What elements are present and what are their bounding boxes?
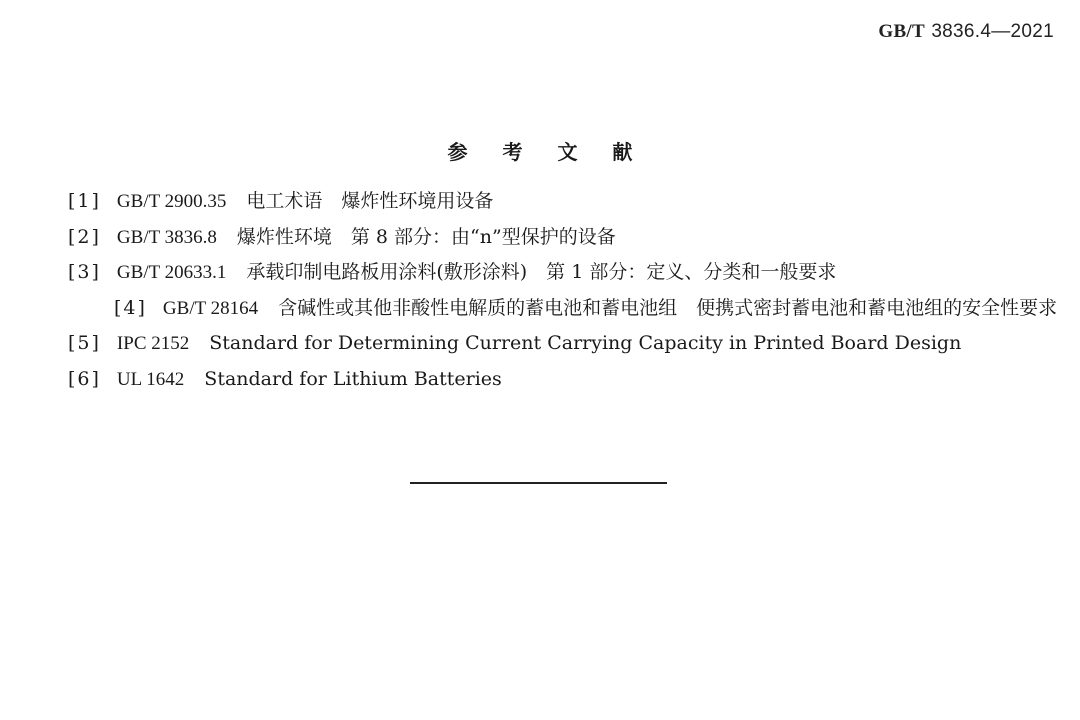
standard-number: 3836.4—2021 <box>931 21 1054 42</box>
reference-item <box>22 291 1058 327</box>
reference-title: 承载印制电路板用涂料(敷形涂料) 第 1 部分：定义、分类和一般要求 <box>246 261 837 283</box>
reference-item <box>22 220 1058 256</box>
reference-title: Standard for Lithium Batteries <box>204 367 502 390</box>
reference-index: [3] <box>68 261 101 283</box>
reference-code: UL 1642 <box>116 368 185 390</box>
reference-title: 电工术语 爆炸性环境用设备 <box>246 190 494 212</box>
reference-index: [1] <box>68 190 101 212</box>
section-title: 参 考 文 献 <box>447 140 647 164</box>
reference-item <box>22 362 1058 398</box>
standard-prefix: GB/T <box>878 21 925 42</box>
reference-title: Standard for Determining Current Carrying Capacity in Printed Board Design <box>209 332 962 354</box>
reference-item <box>22 184 1058 220</box>
reference-code: IPC 2152 <box>116 333 190 354</box>
reference-item <box>22 326 1058 362</box>
reference-index: [2] <box>68 225 101 248</box>
reference-title: 含碱性或其他非酸性电解质的蓄电池和蓄电池组 便携式密封蓄电池和蓄电池组的安全性要求 <box>278 296 1058 319</box>
reference-code: GB/T 28164 <box>162 297 259 319</box>
reference-index: [4] <box>114 296 147 319</box>
reference-code: GB/T 2900.35 <box>116 191 227 212</box>
reference-index: [5] <box>68 332 101 354</box>
reference-code: GB/T 3836.8 <box>116 226 217 248</box>
reference-index: [6] <box>68 367 101 390</box>
reference-list <box>22 184 1058 397</box>
reference-code: GB/T 20633.1 <box>116 262 227 283</box>
reference-item <box>22 255 1058 291</box>
standard-code <box>878 20 1054 43</box>
reference-title: 爆炸性环境 第 8 部分：由“n”型保护的设备 <box>236 225 616 248</box>
end-rule-divider <box>410 482 667 484</box>
